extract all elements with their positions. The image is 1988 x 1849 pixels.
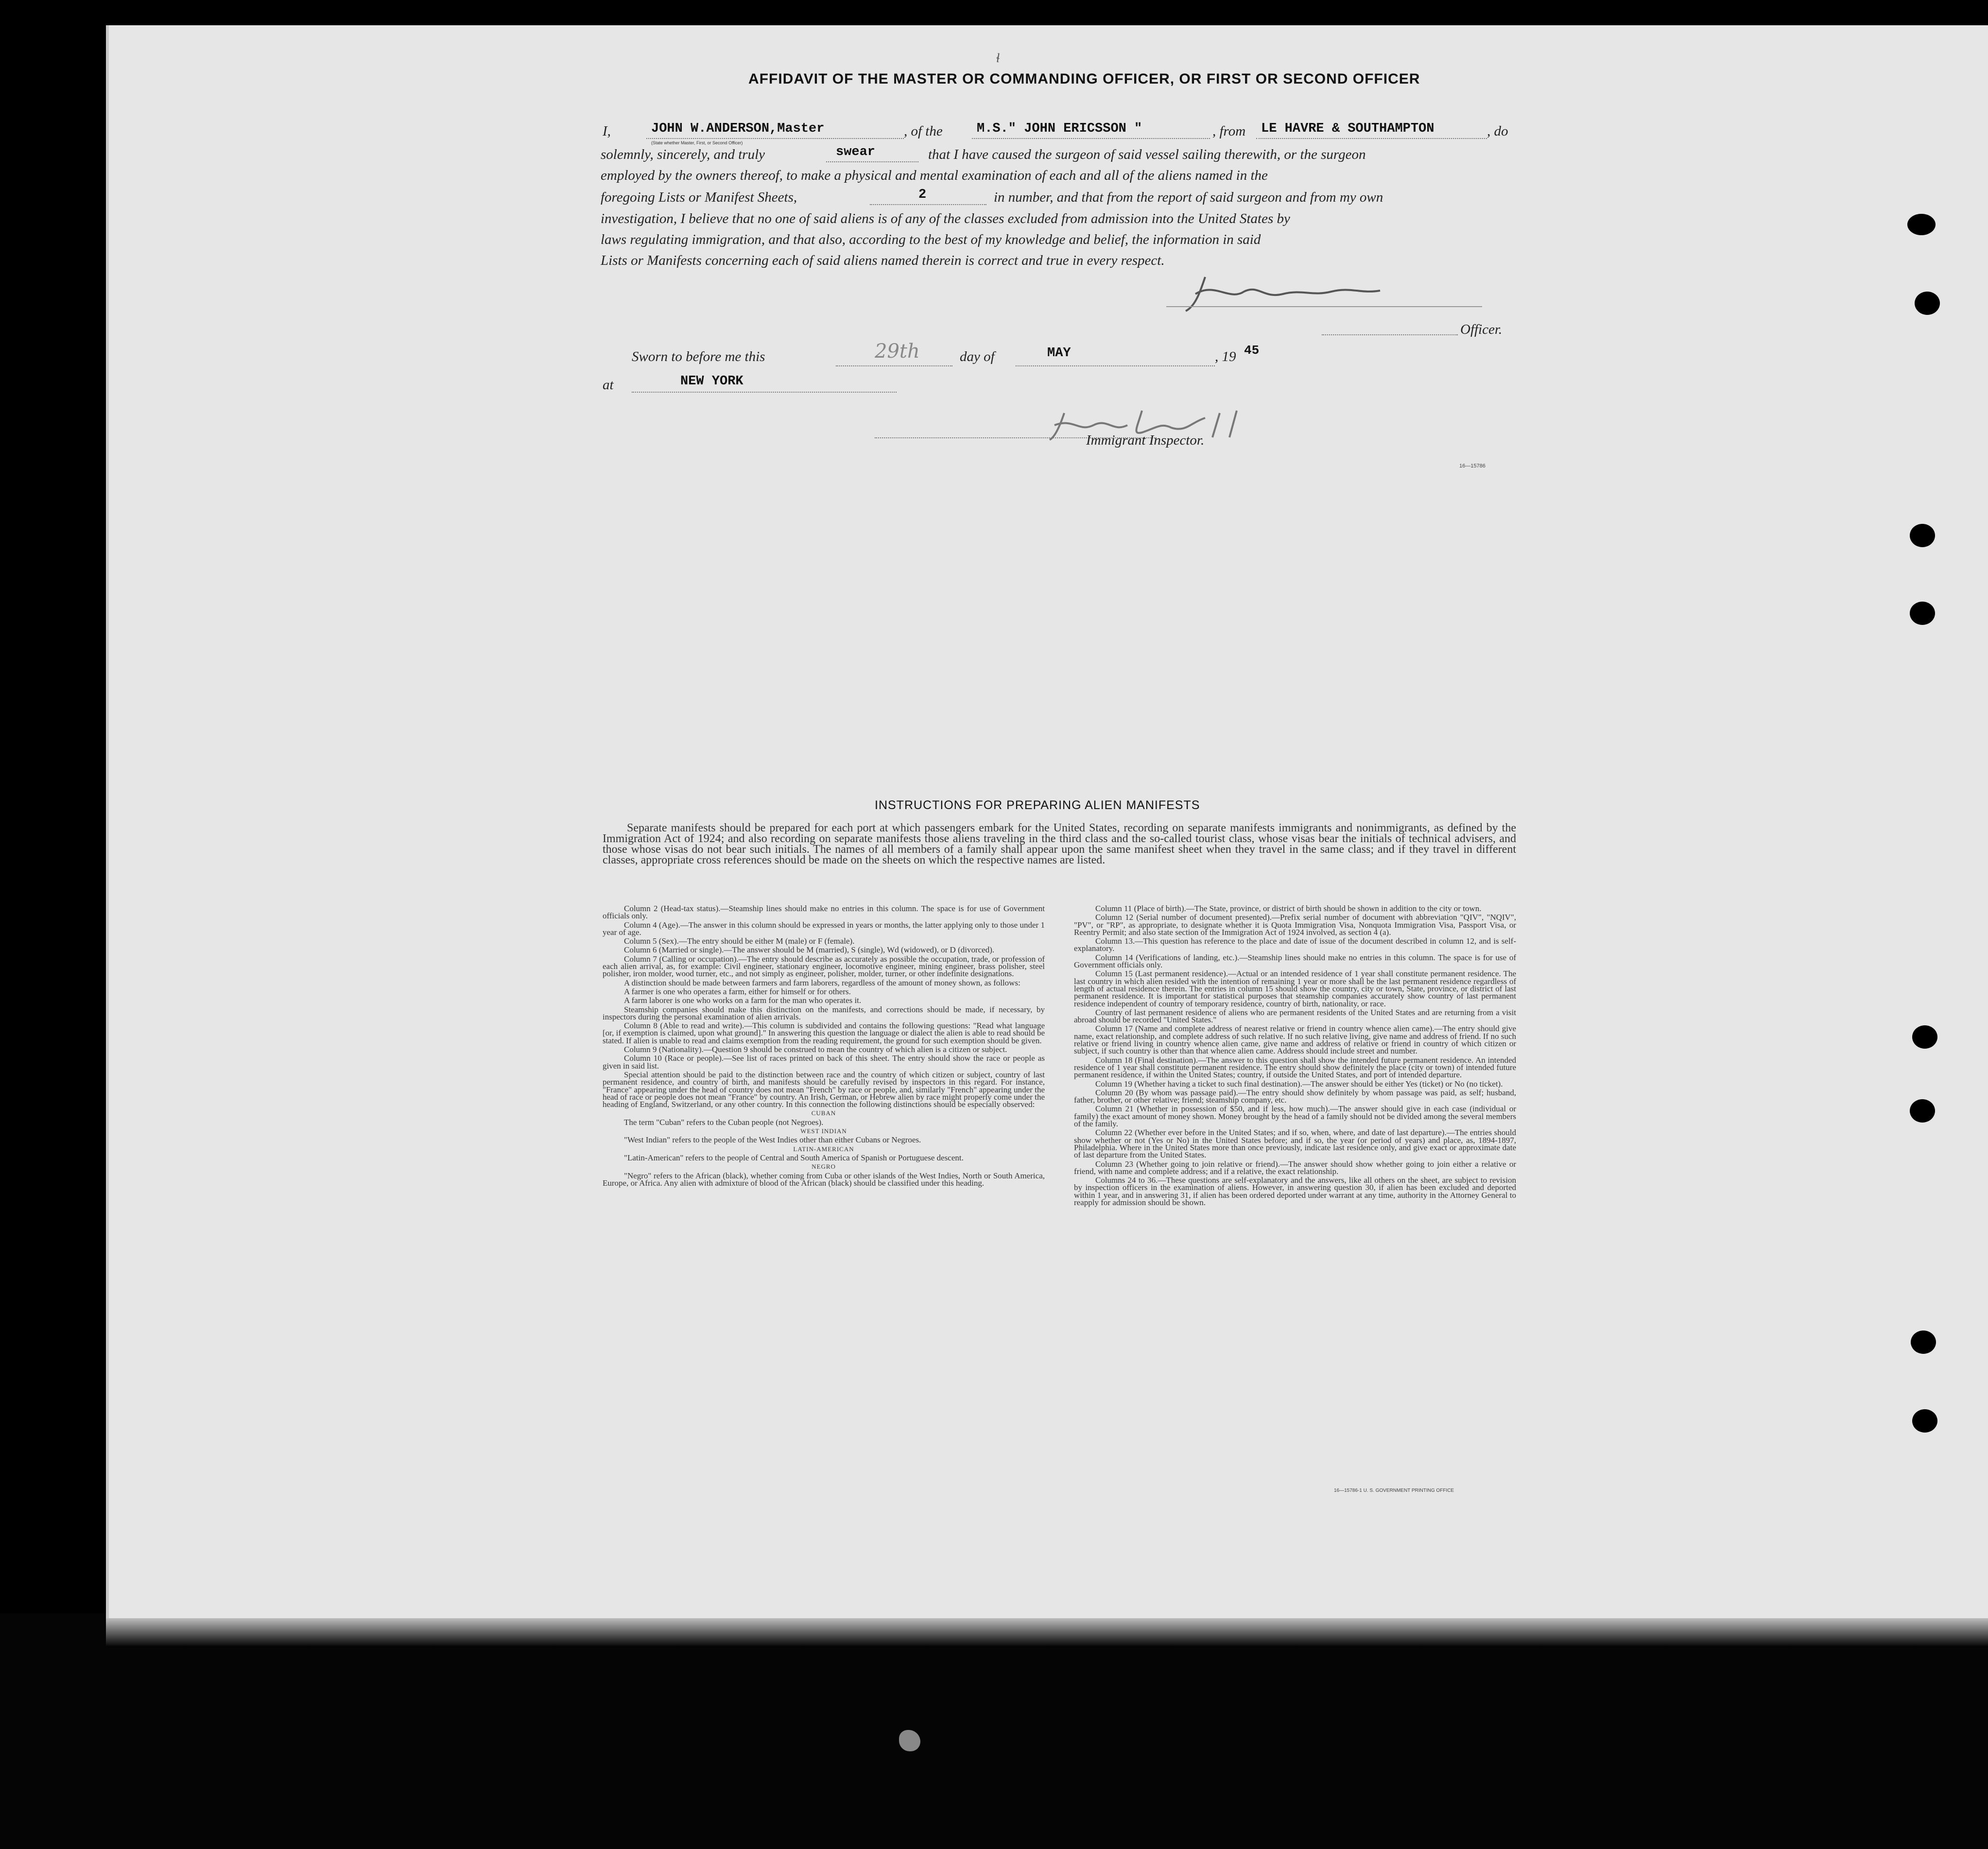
affidavit-line-3: employed by the owners thereof, to make a physical and mental examination of each and all of the aliens named in the (601, 168, 1268, 183)
day-of-label: day of (960, 349, 995, 364)
vessel-field: M.S." JOHN ERICSSON " (977, 121, 1142, 136)
right-para: Columns 24 to 36.—These questions are self-explanatory and the answers, like all others on the sheet, are subject to revision by inspection officers in the examination of aliens. However, in answering question 30, if alien has been excluded and deported within 1 year, and in answering 31, if alien has been ordered deported under warrant at any time, authority in the Attorney General to reapply for admission should be shown. (1074, 1175, 1516, 1207)
affidavit-line-5: investigation, I believe that no one of said aliens is of any of the classes excluded from admission into the United States by (601, 211, 1290, 226)
sworn-year-field: 45 (1244, 343, 1260, 358)
affidavit-line-7: Lists or Manifests concerning each of said aliens named therein is correct and true in every respect. (601, 253, 1165, 268)
negro-text: "Negro" refers to the African (black), whether coming from Cuba or other islands of the West Indies, North or South America, Europe, or Africa. Any alien with admixture of blood of the African (black) should be classified under this heading. (603, 1171, 1045, 1188)
right-para: Column 18 (Final destination).—The answer to this question shall show the intended future permanent residence. An intended residence of 1 year shall constitute permanent residence. The entry should show definitely the place (city or town) of intended future permanent residence, if within the United States; country, if outside the United States, and port of intended departure. (1074, 1055, 1516, 1080)
instructions-left-column (603, 905, 1045, 1188)
affidavit-title: AFFIDAVIT OF THE MASTER OR COMMANDING OFFICER, OR FIRST OR SECOND OFFICER (748, 71, 1420, 87)
affidavit-line-2-pre: solemnly, sincerely, and truly (601, 147, 765, 162)
affidavit-line-6: laws regulating immigration, and that also, according to the best of my knowledge and belief, the information in said (601, 232, 1261, 247)
printer-imprint: 16—15786-1 U. S. GOVERNMENT PRINTING OFFICE (1334, 1488, 1454, 1493)
officer-label: Officer. (1460, 322, 1503, 337)
punch-hole-icon (1910, 602, 1935, 625)
right-para: Column 12 (Serial number of document presented).—Prefix serial number of document with abbreviation "QIV", "NQIV", "PV", or "RP", as appropriate, to designate whether it is Quota Immigration Visa, Nonquota Immigration Visa, Passport Visa, or Reentry Permit; and also state section of the Immigration Act of 1924 involved, as section 4 (a). (1074, 913, 1516, 937)
right-para: Column 17 (Name and complete address of nearest relative or friend in country whence alien came).—The entry should give name, exact relationship, and complete address of such relative. If no such relative living, give name and address of friend. If no such relative or friend living in country whence alien came, give name and address of relative or friend in country of which citizen or subject, if such country is other than that whence alien came. Address should include street and number. (1074, 1024, 1516, 1056)
affidavit-line-4-post: in number, and that from the report of said surgeon and from my own (994, 190, 1383, 205)
left-para: Special attention should be paid to the distinction between race and the country of which citizen or subject, country of last permanent residence, and country of birth, and manifests should be carefully revised by inspectors in this regard. For instance, "France" appearing under the head of country does not mean "French" by race or people, and, similarly "French" appearing under the head of race or people does not mean "France" by country. An Irish, German, or Hebrew alien by race might properly come under the heading of England, Switzerland, or any other country. In this connection the following distinctions should be especially observed: (603, 1070, 1045, 1109)
affidavit-line-2-post: that I have caused the surgeon of said vessel sailing therewith, or the surgeon (928, 147, 1366, 162)
left-para: Column 7 (Calling or occupation).—The entry should describe as accurately as possible the occupation, trade, or profession of each alien arrival, as, for example: Civil engineer, stationary engineer, locomotive engineer, mining engineer, brass polisher, steel polisher, iron molder, wood turner, etc., and not simply as engineer, polisher, molder, turner, or other indefinite designations. (603, 954, 1045, 979)
corner-mark: ɬ (996, 51, 1000, 65)
sheet-count-field: 2 (918, 188, 927, 202)
left-para: A distinction should be made between farmers and farm laborers, regardless of the amount of money shown, as follows: (624, 978, 1020, 987)
left-para: Column 5 (Sex).—The entry should be either M (male) or F (female). (624, 936, 855, 946)
sworn-month-field: MAY (1047, 346, 1071, 361)
west-indian-heading: WEST INDIAN (800, 1127, 847, 1135)
punch-hole-icon (1910, 524, 1935, 547)
left-para: Column 6 (Married or single).—The answer should be M (married), S (single), Wd (widowed), or D (divorced). (624, 945, 995, 955)
negro-heading: NEGRO (812, 1163, 836, 1171)
of-the-label: , of the (904, 123, 943, 139)
left-para: Column 4 (Age).—The answer in this column should be expressed in years or months, the latter applying only to those under 1 year of age. (603, 920, 1045, 937)
left-para: Column 2 (Head-tax status).—Steamship lines should make no entries in this column. The space is for use of Government officials only. (603, 904, 1045, 921)
oath-field: swear (836, 145, 876, 159)
rank-note: (State whether Master, First, or Second Officer) (651, 140, 743, 145)
affidavit-i-label: I, (603, 123, 611, 139)
torn-fragment-icon (899, 1730, 920, 1751)
left-para: Steamship companies should make this distinction on the manifests, and corrections should be made, if necessary, by inspectors during the personal examination of alien arrivals. (603, 1004, 1045, 1021)
officer-signature-line (1166, 306, 1482, 307)
officer-signature (1166, 272, 1409, 316)
inspector-label: Immigrant Inspector. (1086, 432, 1205, 448)
sworn-day-field: 29th (875, 340, 920, 363)
right-para: Column 23 (Whether going to join relative or friend).—The answer should show whether going to join either a relative or friend, with name and complete address; and if a relative, the exact relationship. (1074, 1159, 1516, 1176)
page-edge-shadow (106, 1618, 1988, 1647)
sworn-day-line (836, 365, 952, 366)
bottom-black-strip (0, 1613, 1988, 1849)
punch-hole-icon (1911, 1331, 1936, 1354)
ports-line (1256, 138, 1487, 139)
right-para: Column 21 (Whether in possession of $50, and if less, how much).—The answer should give in each case (individual or family) the exact amount of money shown. Money brought by the head of a family should not be divided among the several members of the family. (1074, 1104, 1516, 1129)
right-para: Column 15 (Last permanent residence).—Actual or an intended residence of 1 year shall constitute permanent residence. The last country in which alien resided with the intention of remaining 1 year or more shall be the last permanent residence regardless of length of actual residence therein. The entries in column 15 should show the country, city or town, State, province, or district of last permanent residence. It is important for statistical purposes that steamship companies accurately show country of last permanent residence independent of country of temporary residence, country of birth, nationality, or race. (1074, 969, 1516, 1008)
sworn-place-line (632, 392, 897, 393)
instructions-right-column (1074, 905, 1516, 1208)
officer-title-line (1322, 334, 1458, 335)
do-label: , do (1487, 123, 1508, 139)
cuban-heading: CUBAN (811, 1109, 836, 1117)
sworn-month-line (1016, 365, 1215, 366)
oath-line (826, 161, 918, 162)
year-prefix-label: , 19 (1215, 349, 1236, 364)
sworn-label: Sworn to before me this (632, 349, 765, 364)
left-para: Column 8 (Able to read and write).—This column is subdivided and contains the following questions: "Read what language [or, if exemption is claimed, upon what ground]." In answering this question the language or dialect the alien is able to read should be stated. If alien is unable to read and claims exemption from the reading requirement, the ground for such exemption should be given. (603, 1021, 1045, 1045)
right-para: Column 13.—This question has reference to the place and date of issue of the document described in column 12, and is self-explanatory. (1074, 936, 1516, 953)
right-para: Column 14 (Verifications of landing, etc.).—Steamship lines should make no entries in this column. The space is for use of Government officials only. (1074, 952, 1516, 970)
latin-american-heading: LATIN-AMERICAN (793, 1145, 854, 1153)
latin-american-text: "Latin-American" refers to the people of Central and South America of Spanish or Portuguese descent. (624, 1153, 964, 1162)
punch-hole-icon (1915, 292, 1940, 315)
instructions-intro: Separate manifests should be prepared for each port at which passengers embark for the United States, recording on separate manifests immigrants and nonimmigrants, as defined by the Immigration Act of 1924; and also recording on separate manifests those aliens traveling in the third class and the so-called tourist class, whose visas bear the initials of technical advisers, and those whose visas do not bear such initials. The names of all members of a family shall appear upon the same manifest sheet when they travel in the same class; and if they travel in different classes, appropriate cross references should be made on the sheets on which the respective names are listed. (603, 822, 1516, 866)
left-para: Column 9 (Nationality).—Question 9 should be construed to mean the country of which alien is a citizen or subject. (624, 1045, 1007, 1054)
at-label: at (603, 377, 614, 393)
left-para: A farm laborer is one who works on a farm for the man who operates it. (624, 996, 862, 1005)
right-para: Column 11 (Place of birth).—The State, province, or district of birth should be shown in addition to the city or town. (1095, 904, 1482, 913)
vessel-line (972, 138, 1210, 139)
punch-hole-icon (1912, 1025, 1937, 1049)
right-para: Column 19 (Whether having a ticket to such final destination).—The answer should be either Yes (ticket) or No (no ticket). (1095, 1079, 1503, 1089)
left-para: Column 10 (Race or people).—See list of races printed on back of this sheet. The entry should show the race or people as given in said list. (603, 1054, 1045, 1071)
ports-field: LE HAVRE & SOUTHAMPTON (1261, 121, 1435, 136)
sheet-count-line (870, 204, 986, 205)
instructions-title: INSTRUCTIONS FOR PREPARING ALIEN MANIFESTS (875, 798, 1200, 812)
affidavit-form-number: 16—15786 (1459, 463, 1486, 469)
right-para: Column 20 (By whom was passage paid).—The entry should show definitely by whom passage was paid, as self; husband, father, brother, or other relative; friend; steamship company, etc. (1074, 1088, 1516, 1105)
sworn-place-field: NEW YORK (680, 374, 743, 389)
left-para: A farmer is one who operates a farm, either for himself or for others. (624, 986, 851, 996)
punch-hole-icon (1912, 1409, 1937, 1433)
right-para: Country of last permanent residence of aliens who are permanent residents of the United States and are returning from a visit abroad should be recorded "United States." (1074, 1007, 1516, 1025)
west-indian-text: "West Indian" refers to the people of the West Indies other than either Cubans or Negroes. (624, 1135, 921, 1145)
punch-hole-icon (1910, 1099, 1935, 1123)
master-name-line (646, 138, 904, 139)
cuban-text: The term "Cuban" refers to the Cuban people (not Negroes). (624, 1117, 824, 1127)
punch-hole-icon (1907, 214, 1936, 235)
right-para: Column 22 (Whether ever before in the United States; and if so, when, where, and date of last departure).—The entries should show whether or not (Yes or No) in the United States before; and if so, the year (or period of years) and place, as, 1894-1897, Philadelphia. Where in the United States more than once previously, indicate last residence only, and give exact or approximate date of last departure from the United States. (1074, 1128, 1516, 1160)
affidavit-line-4-pre: foregoing Lists or Manifest Sheets, (601, 190, 797, 205)
from-label: , from (1212, 123, 1246, 139)
master-name-field: JOHN W.ANDERSON,Master (651, 121, 825, 136)
